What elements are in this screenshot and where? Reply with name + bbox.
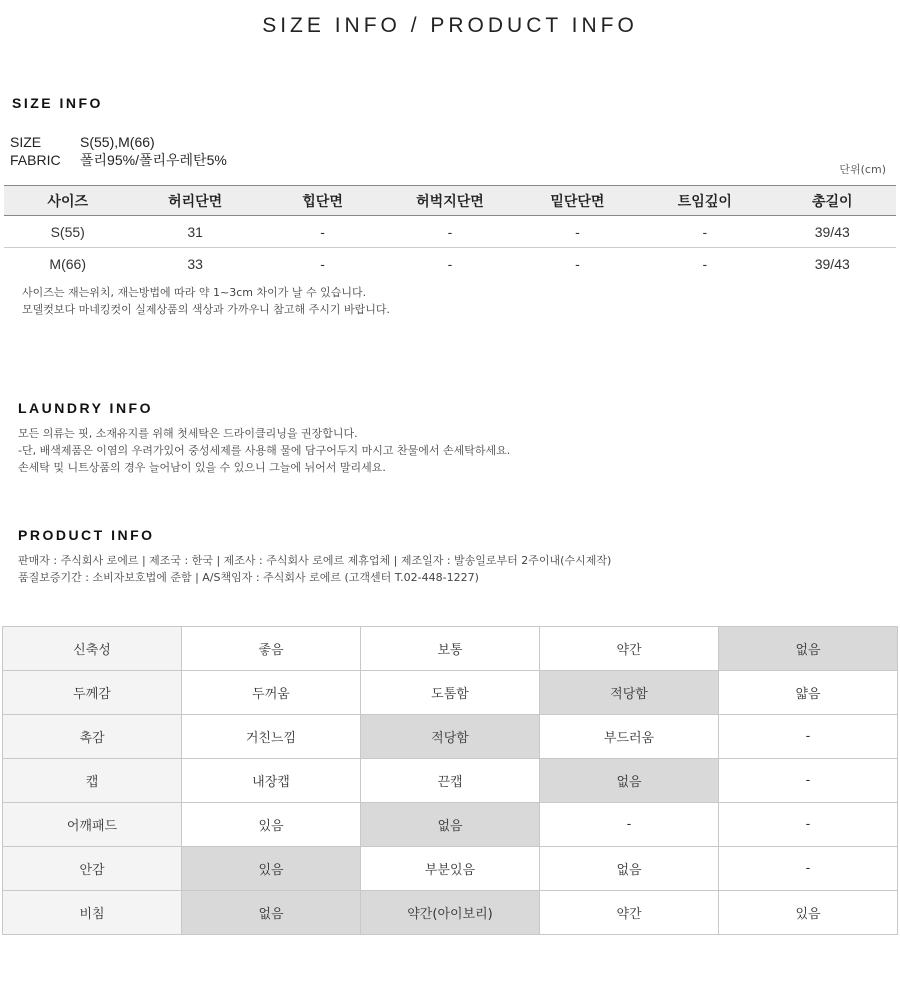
table-cell: S(55): [4, 216, 131, 248]
size-key: SIZE: [10, 134, 42, 150]
note-line: 사이즈는 재는위치, 재는방법에 따라 약 1~3cm 차이가 날 수 있습니다.: [22, 286, 367, 299]
attribute-label: 신축성: [3, 627, 182, 671]
attribute-option: 부드러움: [540, 715, 719, 759]
attribute-row: [3, 759, 898, 803]
attribute-option: 거친느낌: [182, 715, 361, 759]
attribute-row: [3, 671, 898, 715]
attribute-option: 있음: [182, 803, 361, 847]
table-cell: M(66): [49, 255, 86, 272]
attribute-option: -: [719, 847, 898, 891]
table-cell: -: [259, 216, 386, 248]
header-cell: 허벅지단면: [386, 186, 513, 216]
laundry-notes: [18, 425, 510, 476]
table-cell: -: [386, 216, 513, 248]
table-cell: 31: [131, 216, 258, 248]
table-row: [4, 216, 896, 248]
header-cell: 트임깊이: [641, 186, 768, 216]
note-line: 모델컷보다 마네킹컷이 실제상품의 색상과 가까우니 참고해 주시기 바랍니다.: [22, 303, 391, 316]
size-table-header: [4, 186, 896, 216]
attribute-option: 없음: [719, 627, 898, 671]
laundry-line: 모든 의류는 핏, 소재유지를 위해 첫세탁은 드라이클리닝을 권장합니다.: [18, 427, 358, 440]
header-cell: 총길이: [769, 186, 896, 216]
header-cell: 밑단단면: [514, 186, 641, 216]
table-cell: 39/43: [814, 255, 850, 272]
attribute-label: 안감: [3, 847, 182, 891]
header-cell: 힙단면: [259, 186, 386, 216]
table-cell: -: [320, 255, 325, 272]
attribute-label: 캡: [3, 759, 182, 803]
header-cell: 허리단면: [131, 186, 258, 216]
attribute-option: 부분있음: [361, 847, 540, 891]
table-cell: 33: [187, 255, 203, 272]
attribute-option: 약간(아이보리): [361, 891, 540, 935]
size-table: [4, 185, 896, 280]
attribute-option: 도톰함: [361, 671, 540, 715]
attribute-option: 끈캡: [361, 759, 540, 803]
table-cell: -: [514, 216, 641, 248]
attribute-option: 적당함: [540, 671, 719, 715]
product-notes: [18, 552, 611, 586]
attribute-option: 두꺼움: [182, 671, 361, 715]
laundry-line: -단, 배색제품은 이염의 우려가있어 중성세제를 사용해 물에 담구어두지 마시고 찬물에서 손세탁하세요.: [18, 444, 511, 457]
table-cell: 39/43: [769, 216, 896, 248]
fabric-value: 폴리95%/폴리우레탄5%: [80, 152, 227, 168]
attribute-option: 없음: [361, 803, 540, 847]
fabric-key: FABRIC: [10, 152, 61, 168]
table-cell: -: [447, 255, 453, 272]
attribute-label: 촉감: [3, 715, 182, 759]
header-cell: 사이즈: [4, 186, 131, 216]
attribute-option: 있음: [182, 847, 361, 891]
attribute-option: 내장캡: [182, 759, 361, 803]
attribute-option: -: [719, 803, 898, 847]
attribute-option: 적당함: [361, 715, 540, 759]
attribute-label: 어깨패드: [3, 803, 182, 847]
size-notes: [22, 284, 390, 318]
attribute-option: -: [719, 715, 898, 759]
attribute-option: 없음: [540, 847, 719, 891]
attribute-option: 보통: [361, 627, 540, 671]
attribute-option: -: [540, 803, 719, 847]
product-line: 품질보증기간 : 소비자보호법에 준함 | A/S책임자 : 주식회사 로에르 (고객센터 T.02-448-1227): [18, 571, 479, 584]
attribute-option: 있음: [719, 891, 898, 935]
attribute-label: 두께감: [3, 671, 182, 715]
table-cell: -: [641, 216, 768, 248]
laundry-info-heading: LAUNDRY INFO: [18, 400, 153, 416]
page-title: SIZE INFO / PRODUCT INFO: [262, 14, 638, 37]
attribute-row: [3, 715, 898, 759]
attribute-option: 얇음: [719, 671, 898, 715]
unit-label: 단위(cm): [839, 163, 886, 176]
size-value: S(55),M(66): [80, 134, 155, 150]
attribute-option: 약간: [540, 891, 719, 935]
laundry-line: 손세탁 및 니트상품의 경우 늘어남이 있을 수 있으니 그늘에 뉘어서 말리세요.: [18, 461, 386, 474]
attribute-label: 비침: [3, 891, 182, 935]
table-row: [4, 248, 896, 280]
fabric-spec: [10, 150, 227, 170]
product-line: 판매자 : 주식회사 로에르 | 제조국 : 한국 | 제조사 : 주식회사 로에르 제휴업체 | 제조일자 : 발송일로부터 2주이내(수시제작): [18, 554, 612, 567]
size-info-heading: SIZE INFO: [12, 95, 103, 111]
size-spec: [10, 134, 155, 150]
attribute-option: -: [719, 759, 898, 803]
attribute-option: 없음: [182, 891, 361, 935]
fabric-attribute-grid: [2, 626, 898, 935]
attribute-row: [3, 803, 898, 847]
table-cell: -: [702, 255, 708, 272]
attribute-option: 없음: [540, 759, 719, 803]
attribute-row: [3, 847, 898, 891]
product-info-heading: PRODUCT INFO: [18, 527, 155, 543]
attribute-option: 좋음: [182, 627, 361, 671]
attribute-row: [3, 891, 898, 935]
attribute-row: [3, 627, 898, 671]
table-cell: -: [575, 255, 580, 272]
attribute-option: 약간: [540, 627, 719, 671]
